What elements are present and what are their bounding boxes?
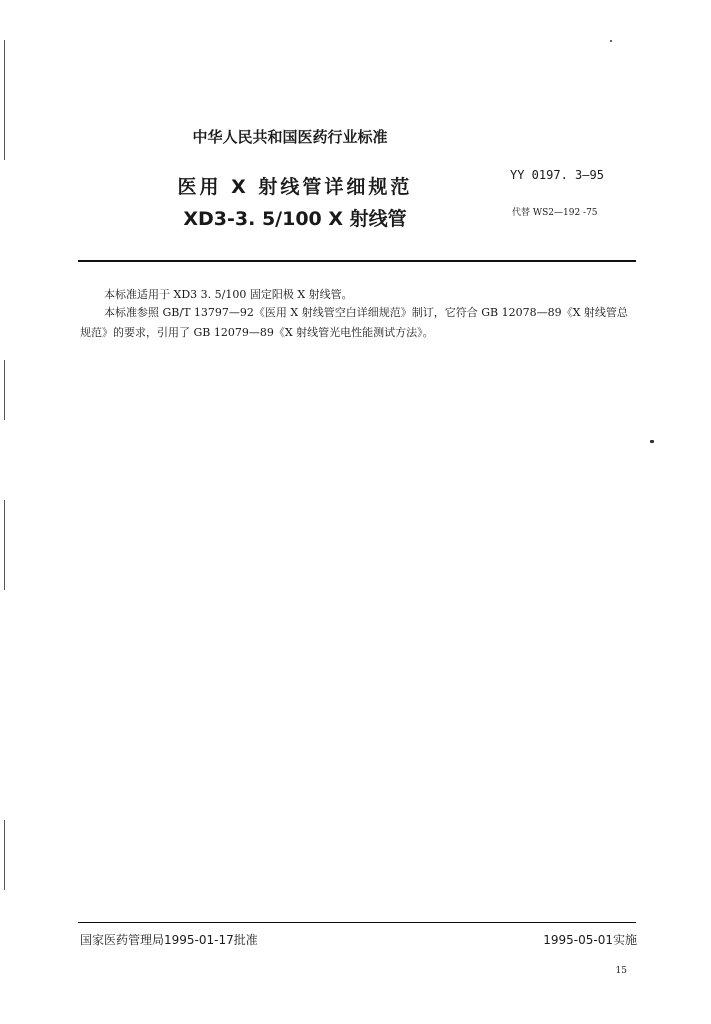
page-number: 15 — [615, 966, 627, 976]
document-title: 医用 X 射线管详细规范 — [177, 176, 413, 198]
scan-speck — [610, 40, 612, 42]
scope-paragraph: 本标准适用于 XD3 3. 5/100 固定阳极 X 射线管。 — [104, 288, 353, 301]
scan-edge-mark — [4, 820, 5, 890]
reference-paragraph: 本标准参照 GB/T 13797—92《医用 X 射线管空白详细规范》制订，它符合 GB 12078—89《X 射线管总规范》的要求，引用了 GB 12079—89《X 射线管光电性能测试方法》。 — [80, 306, 628, 339]
approval-statement: 国家医药管理局1995-01-17批准 — [80, 933, 258, 947]
implementation-date: 1995-05-01实施 — [543, 933, 637, 947]
scan-edge-mark — [4, 500, 5, 590]
footer-rule — [78, 922, 636, 923]
scan-edge-mark — [4, 360, 5, 420]
document-subtitle: XD3-3. 5/100 X 射线管 — [183, 208, 407, 230]
scan-speck — [650, 440, 654, 443]
issuing-authority: 中华人民共和国医药行业标准 — [192, 128, 388, 146]
header-rule — [78, 260, 636, 262]
standard-number: YY 0197. 3—95 — [510, 168, 604, 182]
replaces-standard: 代替 WS2—192 -75 — [512, 208, 598, 218]
